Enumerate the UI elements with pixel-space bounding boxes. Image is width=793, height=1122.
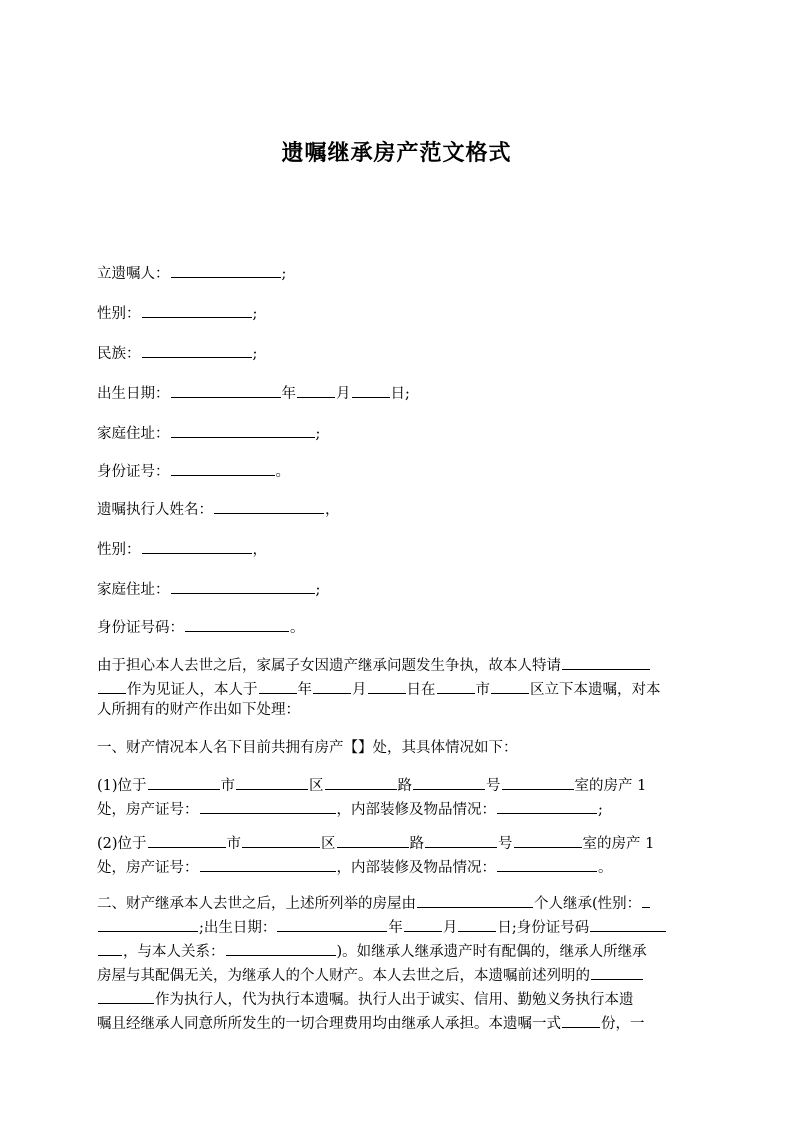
blank-ethnicity[interactable] — [142, 342, 252, 358]
field-testator: 立遗嘱人： ; — [97, 262, 286, 284]
field-label: 遗嘱执行人姓名： — [97, 502, 213, 518]
blank-heir-gender[interactable] — [642, 892, 650, 908]
intro-line-1: 由于担心本人去世之后，家属子女因遗产继承问题发生争执，故本人特请 — [97, 654, 651, 676]
blank-item1-room[interactable] — [502, 774, 574, 790]
field-address-1: 家庭住址： ; — [97, 422, 320, 444]
blank-heir-id-cont[interactable] — [98, 940, 122, 956]
blank-heir-relation[interactable] — [226, 940, 336, 956]
blank-item2-items[interactable] — [497, 856, 597, 872]
field-label: 民族： — [97, 346, 141, 362]
document-title: 遗嘱继承房产范文格式 — [281, 141, 512, 166]
blank-address-1[interactable] — [171, 422, 315, 438]
field-id-2: 身份证号码： 。 — [97, 616, 305, 638]
blank-gender-2[interactable] — [142, 538, 252, 554]
intro-line-2: 作为见证人，本人于 年 月 日在 市 区立下本遗嘱，对本 — [97, 678, 661, 700]
blank-item1-city[interactable] — [148, 774, 220, 790]
section2-line-3: ，与本人关系： )。如继承人继承遗产时有配偶的，继承人所继承 — [97, 940, 647, 962]
intro-line-3: 人所拥有的财产作出如下处理： — [97, 702, 300, 718]
blank-heir-birth-year[interactable] — [277, 916, 387, 932]
field-executor-name: 遗嘱执行人姓名： ， — [97, 498, 340, 520]
blank-heir-gender-cont[interactable] — [98, 916, 198, 932]
blank-id-1[interactable] — [171, 460, 275, 476]
blank-birth-day[interactable] — [352, 382, 390, 398]
blank-executor-ref[interactable] — [591, 964, 643, 980]
item-2-line-2: 处，房产证号： ，内部装修及物品情况： 。 — [97, 856, 613, 878]
field-label: 性别： — [97, 542, 141, 558]
blank-address-2[interactable] — [171, 578, 315, 594]
blank-witness[interactable] — [562, 654, 650, 670]
field-address-2: 家庭住址： ; — [97, 578, 320, 600]
blank-item1-items[interactable] — [497, 798, 597, 814]
field-label: 出生日期： — [97, 386, 170, 402]
section2-line-1: 二、财产继承本人去世之后，上述所列举的房屋由 个人继承(性别： — [97, 892, 651, 914]
field-label: 家庭住址： — [97, 426, 170, 442]
field-gender-1: 性别： ; — [97, 302, 257, 324]
field-label: 身份证号： — [97, 464, 170, 480]
field-birth-date: 出生日期： 年 月 日; — [97, 382, 410, 404]
blank-intro-day[interactable] — [368, 678, 406, 694]
field-ethnicity: 民族： ; — [97, 342, 257, 364]
section2-line-2: ;出生日期： 年 月 日;身份证号码 — [97, 916, 667, 938]
blank-heir-birth-day[interactable] — [458, 916, 496, 932]
blank-heir-birth-month[interactable] — [404, 916, 442, 932]
blank-gender-1[interactable] — [142, 302, 252, 318]
field-label: 家庭住址： — [97, 582, 170, 598]
section1-heading: 一、财产情况本人名下目前共拥有房产【】处，其具体情况如下： — [97, 740, 518, 756]
blank-item2-cert[interactable] — [200, 856, 336, 872]
blank-item2-number[interactable] — [425, 832, 497, 848]
blank-item1-district[interactable] — [236, 774, 308, 790]
blank-item2-road[interactable] — [337, 832, 409, 848]
section2-line-4: 房屋与其配偶无关，为继承人的个人财产。本人去世之后，本遗嘱前述列明的 — [97, 964, 644, 986]
blank-id-2[interactable] — [185, 616, 289, 632]
blank-executor-ref-cont[interactable] — [98, 988, 154, 1004]
blank-birth-month[interactable] — [297, 382, 335, 398]
blank-intro-city[interactable] — [437, 678, 475, 694]
field-label: 性别： — [97, 306, 141, 322]
section2-line-5: 作为执行人，代为执行本遗嘱。执行人出于诚实、信用、勤勉义务执行本遗 — [97, 988, 634, 1010]
item-1-line-2: 处，房产证号： ，内部装修及物品情况： ; — [97, 798, 603, 820]
item-2-line-1: (2)位于 市 区 路 号 室的房产 1 — [97, 832, 654, 854]
blank-heir-id[interactable] — [590, 916, 666, 932]
blank-executor-name[interactable] — [214, 498, 324, 514]
blank-item2-district[interactable] — [242, 832, 320, 848]
field-label: 立遗嘱人： — [97, 266, 170, 282]
blank-testator[interactable] — [171, 262, 281, 278]
blank-copies[interactable] — [562, 1012, 600, 1028]
item-1-line-1: (1)位于 市 区 路 号 室的房产 1 — [97, 774, 646, 796]
blank-intro-month[interactable] — [313, 678, 351, 694]
blank-birth-year[interactable] — [171, 382, 281, 398]
blank-item1-road[interactable] — [325, 774, 397, 790]
section2-line-6: 嘱且经继承人同意所所发生的一切合理费用均由继承人承担。本遗嘱一式 份，一 — [97, 1012, 645, 1034]
blank-witness-cont[interactable] — [98, 678, 126, 694]
blank-item1-cert[interactable] — [200, 798, 336, 814]
blank-intro-district[interactable] — [491, 678, 529, 694]
blank-item2-city[interactable] — [148, 832, 226, 848]
field-label: 身份证号码： — [97, 620, 184, 636]
blank-item1-number[interactable] — [413, 774, 485, 790]
blank-intro-year[interactable] — [259, 678, 297, 694]
field-id-1: 身份证号： 。 — [97, 460, 290, 482]
blank-heir-name[interactable] — [417, 892, 533, 908]
blank-item2-room[interactable] — [514, 832, 582, 848]
field-gender-2: 性别： ， — [97, 538, 267, 560]
